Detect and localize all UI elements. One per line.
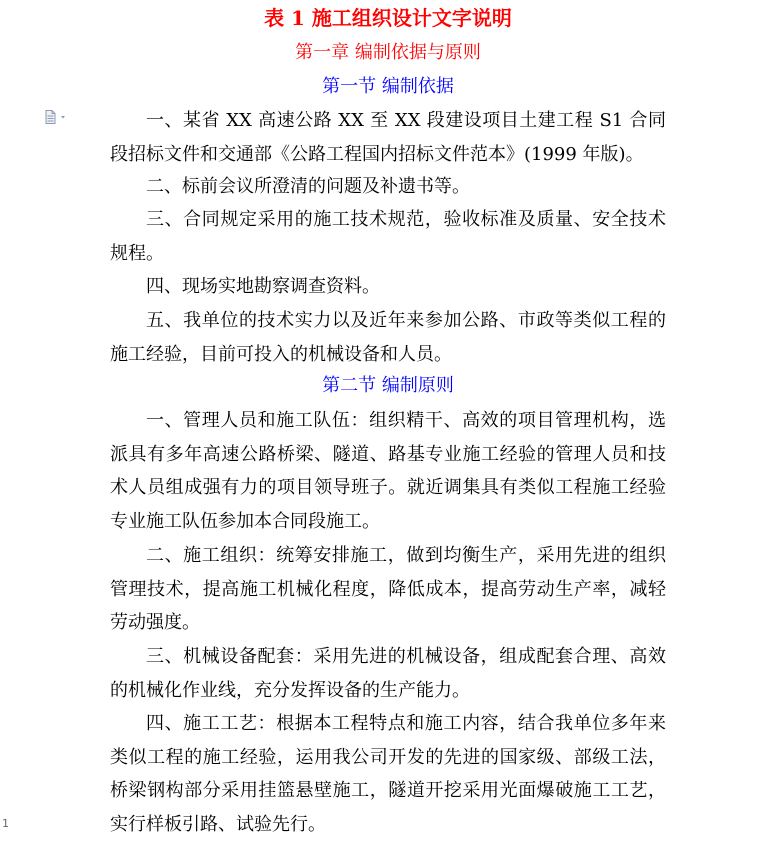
document-title: 表 1 施工组织设计文字说明 [264,6,512,30]
line-number: 1 [2,817,9,830]
paragraph: 一、管理人员和施工队伍：组织精干、高效的项目管理机构，选派具有多年高速公路桥梁、隧道、路基专业施工经验的管理人员和技术人员组成强有力的项目领导班子。就近调集具有类似工程施工经验专业施工队伍参加本合同段施工。 [110,410,666,532]
paragraph: 三、机械设备配套：采用先进的机械设备，组成配套合理、高效的机械化作业线，充分发挥设备的生产能力。 [110,646,666,701]
paragraph: 五、我单位的技术实力以及近年来参加公路、市政等类似工程的施工经验，目前可投入的机械设备和人员。 [110,310,666,365]
paragraph: 二、标前会议所澄清的问题及补遗书等。 [146,176,470,197]
section-heading-2: 第二节 编制原则 [322,375,454,396]
document-options-icon[interactable] [45,109,69,123]
paragraph: 三、合同规定采用的施工技术规范，验收标准及质量、安全技术规程。 [110,209,666,264]
paragraph: 四、现场实地勘察调查资料。 [146,276,380,297]
paragraph: 二、施工组织：统筹安排施工，做到均衡生产，采用先进的组织管理技术，提高施工机械化程度，降低成本，提高劳动生产率，减轻劳动强度。 [110,545,666,633]
section-heading-1: 第一节 编制依据 [322,76,454,97]
paragraph: 四、施工工艺：根据本工程特点和施工内容，结合我单位多年来类似工程的施工经验，运用我公司开发的先进的国家级、部级工法，桥梁钢构部分采用挂篮悬壁施工，隧道开挖采用光面爆破施工工艺，实行样板引路、试验先行。 [110,713,666,835]
paragraph: 一、某省 XX 高速公路 XX 至 XX 段建设项目土建工程 S1 合同段招标文件和交通部《公路工程国内招标文件范本》(1999 年版)。 [110,110,666,165]
chapter-heading: 第一章 编制依据与原则 [295,42,481,63]
